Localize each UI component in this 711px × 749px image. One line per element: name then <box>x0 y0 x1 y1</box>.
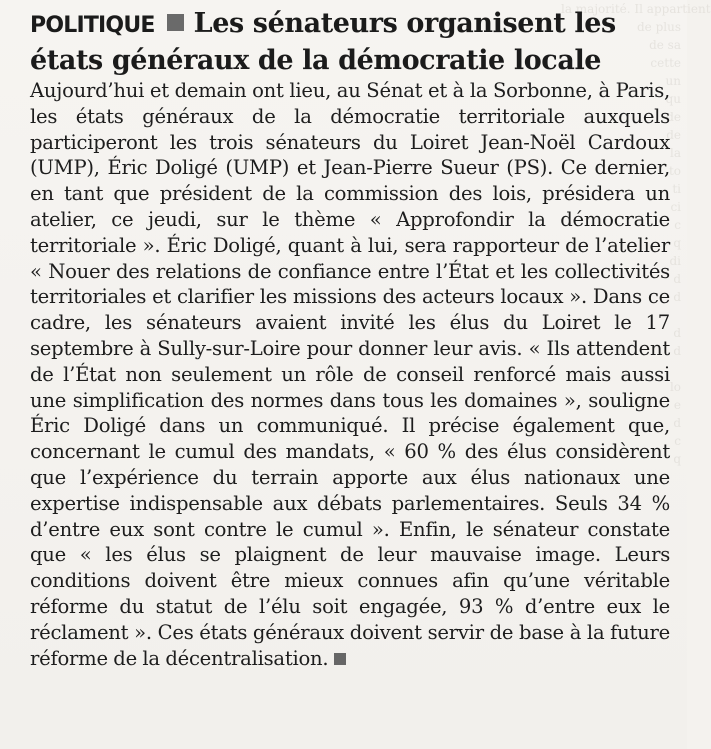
article-body-block <box>30 78 670 671</box>
section-kicker: POLITIQUE <box>30 13 155 38</box>
bleed-through-text: la majorité. Il appartient de plus de sa cette un qu de de la to ti ci c q di d d d d lo e d c q <box>561 2 711 466</box>
kicker-square-icon <box>167 14 184 31</box>
article-headline-block <box>30 6 670 78</box>
end-mark-square-icon <box>334 653 346 665</box>
article-headline: Les sénateurs organisent les états généraux de la démocratie locale <box>30 8 616 76</box>
article-body: Aujourd’hui et demain ont lieu, au Sénat et à la Sorbonne, à Paris, les états généraux de la démocratie territoriale auxquels participeront les trois sénateurs du Loiret Jean-Noël Cardoux (UMP), Éric Doligé (UMP) et Jean-Pierre Sueur (PS). Ce dernier, en tant que président de la commission des lois, présidera un atelier, ce jeudi, sur le thème « Approfondir la démocratie territoriale ». Éric Doligé, quant à lui, sera rapporteur de l’atelier « Nouer des relations de confiance entre l’État et les collectivités territoriales et clarifier les missions des acteurs locaux ». Dans ce cadre, les sénateurs avaient invité les élus du Loiret le 17 septembre à Sully-sur-Loire pour donner leur avis. « Ils attendent de l’État non seulement un rôle de conseil renforcé mais aussi une simplification des normes dans tous les domaines », souligne Éric Doligé dans un communiqué. Il précise également que, concernant le cumul des mandats, « 60 % des élus considèrent que l’expérience du terrain apporte aux élus nationaux une expertise indispensable aux débats parlementaires. Seuls 34 % d’entre eux sont contre le cumul ». Enfin, le sénateur constate que « les élus se plaignent de leur mauvaise image. Leurs conditions doivent être mieux connues afin qu’une véritable réforme du statut de l’élu soit engagée, 93 % d’entre eux le réclament ». Ces états généraux doivent servir de base à la future réforme de la décentralisation. <box>30 79 670 670</box>
